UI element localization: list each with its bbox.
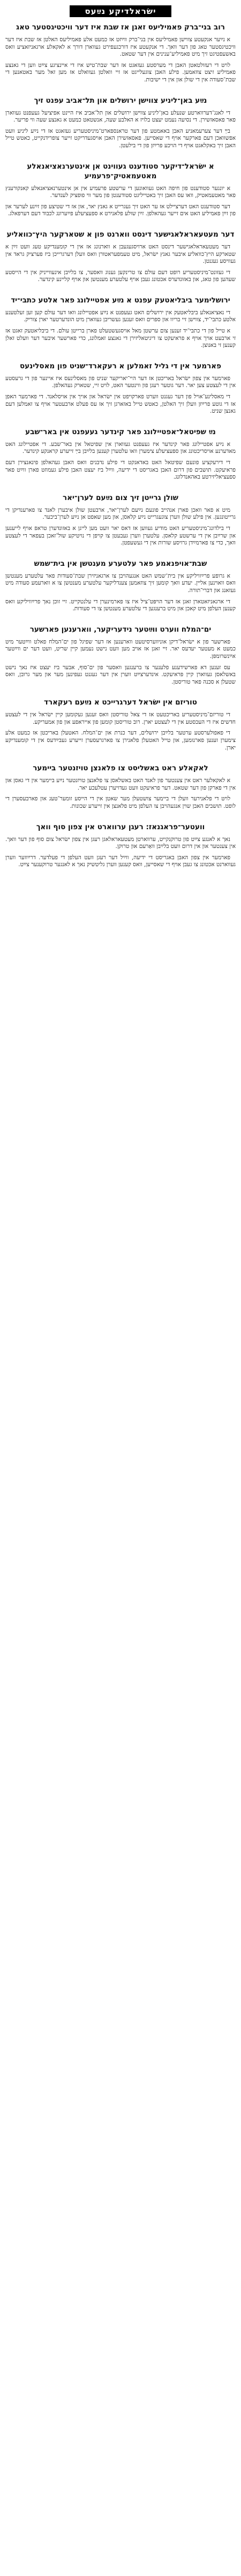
article-paragraph: א טייל פון די כתבי־יד זענען צום ערשטן מאל אויסגעשטעלט פארן ברייטן עולם. די ביבליאטעק זאגט אז זי ארבעט אויך אויף א פראיעקט צו דיגיטאליזירן די גאנצע זאמלונג, כדי פארשער איבער דער וועלט זאלן קענען זי באנוצן. <box>5 328 236 349</box>
article-paragraph: א נײַע אפטיילונג פאר קינדער איז געעפנט געווארן אין שפיטאל אין באר־שבע. די אפטיילונג האט מאדערנע אויסריכטונג און ספעציעלע צימערן וואו עלטערן קענען בלײַבן בײַ זייערע קראנקע קינדער. <box>5 441 236 455</box>
article-headline: שולן גרייטן זיך צום נײַעם לערן־יאר <box>62 493 179 502</box>
article-paragraph: די דירעקציע פונעם שפיטאל האט באדאנקט די פילע נדבנים וואס האבן געהאלפן פינאנצירן דעם פראיעקט. תושבים פון דרום האבן באגריסט די ידיעה, ווײַל ביז יעצט האבן פילע געמוזט פארן ווײַט פאר ספעציאליזירטע באהאנדלונג. <box>5 459 236 481</box>
article-headline: נײַע באן־ליניע צווישן ירושלים און תל־אביב עפנט זיך <box>34 96 207 105</box>
article-paragraph: פארשער פון א ישׂראל־דיקן אוניווערסיטעט ווארענען אז דער שפיגל פון ים־המלח פאלט ווײַטער מיט כמעט א מעטער יעדעס יאר. זיי זאגן אז אויב מען וועט נישט נעמען קיין שריט, וועט דער ים ווײַטער אײַנשרומפּן. <box>5 638 236 660</box>
article-paragraph: א לאקאלער ראט אין צענטער פון לאנד האט באשלאסן צו פלאנצן טויזנטער נײַע ביימער אין די גאסן און אין די פארקן פון דער שטאט. דער פראיעקט וועט געדויערן עטלעכע יאר. <box>5 777 236 791</box>
article-headline: טוריזם אין ישׂראל דערגרייכט א נײַעם רעקארד <box>44 698 197 707</box>
article-paragraph: נאך א לאנגע צײַט פון טרוקנקייט, ערווארטן מעטעאראלאגן רעגן אין צפון ישׂראל צום סוף פון דער וואך. אין צענטער און אין דרום וועט בלײַבן וואַרעם און טרוקן. <box>5 836 236 850</box>
article <box>5 162 236 218</box>
article <box>5 22 236 84</box>
article-paragraph: א יונגער סטודענט פון חיפה האט געוואונען די ערשטע פרעמיע אין אן אינטערנאציאנאלע קאנקורענץ פאר מאטעמאטיק, וואו עס האבן זיך באטייליגט סטודענטן פון מער ווי פופציק לענדער. <box>5 185 236 199</box>
article-headline: א ישׂראל־דיקער סטודענט געווינט אן אינטערנאציאנאלע מאטעמאטיק־פרעמיע <box>27 162 214 180</box>
article-paragraph: די נאציאנאלע ביבליאטעק אין ירושלים האט געעפנט א נײַע אפטיילונג וואו דער עולם קען זען זעלטענע אלטע כתבי־יד, צווישן זיי בריוו און ספרים וואס זענען געשריבן געווארן מיט הונדערטער יארן צוריק. <box>5 309 236 323</box>
article-paragraph: א נײַער אנקעטע צווישן פאמיליעס אין בני־ברק ווײַזט אז כמעט אלע פאמיליעס האלטן אז שבת איז דער וויכטיגסטער טאג פון דער וואך. די אנקעטע איז דורכגעפירט געווארן דורך א לאקאלע ארגאניזאציע וואס באשעפטיגט זיך מיט פאמיליע־ענינים אין דער שטאט. <box>5 36 236 58</box>
article-headline: פארמער אין די גליל זאמלען א רעקארד־שניט פון מאסלינעס <box>19 361 222 370</box>
article <box>5 698 236 752</box>
article-headline: וועטער־פראגנאז: רעגן ערווארט אין צפון סוף וואך <box>36 822 205 831</box>
article-paragraph: בײַ דער צערעמאניע האבן באאמטע פון דער טראנספארט־מיניסטעריע געזאגט אז די נײַע ליניע וועט אפשוואכן דעם פארקער אויף די שאסייען. פאסאזשירן האבן אויסגעדריקט זייער צופרידנקייט, כאטש טייל האבן זיך באקלאגט אויף די הויכע פרײַזן פון די בילעטן. <box>5 127 236 149</box>
article-paragraph: לויט די פלאנירער וועלן די ביימער צושטעלן מער שאטן אין די הייסע זומער־טעג און פארבעסערן די לופט. תושבים האבן שוין אנגעהויבן צו העלפן מיט פלאנצן אין זייערע שכונות. <box>5 795 236 810</box>
article-paragraph: לויט די רעזולטאטן האבן די מערסטע געזאגט אז דער שבת־טיש איז די איינציגע צײַט ווען די גאנצע פאמיליע זיצט צוזאמען. פילע האבן צוגעלייגט אז זיי וואלטן געוואלט אז מען זאל מער באטאנען די שבת־סעודה אין די שולן און אין די ישיבות. <box>5 62 236 83</box>
article-paragraph: דער מעטעאראלאגישער דינסט האט ארויסגעגעבן א ווארנונג אז אין די קומענדיקע טעג וועט זײַן א שטארקע היץ־כוואליע איבער גאנץ ישׂראל, מיט טעמפעראטורן וואס וועלן דערגרייכן ביז פערציק גראד אין געוויסע געגנטן. <box>5 243 236 265</box>
article-paragraph: פארמער אין צפון ישׂראל באריכטן אז דער היי־יאריקער שניט פון מאסלינעס איז איינער פון די גרעסטע אין די לעצטע צען יאר. דער גוטער רעגן פון ווינטער האט, לויט זיי, שטארק געהאלפן. <box>5 375 236 389</box>
article <box>5 822 236 869</box>
articles-list <box>5 22 236 869</box>
article-paragraph: עס זענען דא פארשידענע פלענער צו ברענגען וואסער פון ים־סוף, אבער ביז יעצט איז נאך נישט באשלאסן געווארן קיין פּראיעקט. אינדערצײַט ווערן אין דער געגנט געפינען מער און מער גרובן, וואס שטעלן א סכנה פאר טוריסטן. <box>5 664 236 685</box>
article <box>5 230 236 284</box>
article <box>5 361 236 415</box>
article-paragraph: די לאנג־דערווארטע שנעלע באן־ליניע צווישן ירושלים און תל־אביב איז היינט אפיציעל געעפנט געווארן פאר פאסאזשירן. די נסיעה נעמט יעצט בלויז א האלבע שעה, אנשטאט כמעט א גאנצע שעה ווי פריער. <box>5 109 236 124</box>
article-paragraph: דער סטודענט האט דערציילט אז ער האט זיך געגרייט א גאנץ יאר, און אז די שטיצע פון זײַנע לערער און פון זײַן פאמיליע האט אים זייער געהאלפן. זײַן שולע פלאנירט א ספעציעלע פײַערונג לכבוד דעם דערפאלג. <box>5 203 236 217</box>
article-headline: ירושלימער ביבליאטעק עפנט א נײַע אפטיילונג פאר אלטע כתבי־יד <box>11 296 230 305</box>
article-paragraph: די מאסלינע־אויל פון דער געגנט ווערט פארקויפט אין ישׂראל און אויך אין אויסלאנד. די פארמער האפן אז די גוטע פרײַזן וועלן זיך האלטן, כאטש טייל באזארגן זיך אז עס פעלט ארבעטער אויף צו זאמלען דעם גאנצן שניט. <box>5 393 236 415</box>
article-paragraph: די טוריזם־מיניסטעריע באריכטעט אז די צאל טוריסטן וואס זענען געקומען קיין ישׂראל אין די לעצטע חדשים איז די העכסטע אין די לעצטע יארן. רוב טוריסטן קומען פון אייראפע און פון אמעריקע. <box>5 711 236 725</box>
article-headline: ים־המלח ווערט ווײַטער נידעריקער, ווארענען פארשער <box>29 625 212 634</box>
article-headline: שבת־אויפנאמע פאר עלטערע מענטשן אין בית־שמש <box>34 559 207 568</box>
section-banner: ישׂראלדיקע נײַעס <box>70 5 171 17</box>
article-headline: לאקאלע ראט באשליסט צו פלאנצן טויזנטער ביימער <box>33 764 208 773</box>
article <box>5 559 236 613</box>
article <box>5 763 236 810</box>
article-paragraph: די געזונט־מיניסטעריע רופט דעם עולם צו טרינקען גענוג וואסער, צו בלײַבן אינעווייניק אין די הייסטע שעהען פון טאג, און באזונדערס אכטונג געבן אויף עלטערע מענטשן און אויף קליינע קינדער. <box>5 269 236 283</box>
article-paragraph: די בילדונג־מיניסטעריע האט מודיע געווען אז דאס יאר וועט מען לייגן א באזונדערן טראפ אויף לייענען און שרײַבן אין די ערשטע קלאסן. עלטערן ווערן געבעטן צו קויפן די נויטיקע שול־זאכן בעפאר די לעצטע וואך, כדי צו פארמײַדן גרויסע שורות אין די געשעפטן. <box>5 525 236 547</box>
article <box>5 427 236 481</box>
article-paragraph: א גרופע פרײַוויליקע אין בית־שמש האט אנגעהויבן צו ארגאניזירן שבת־סעודות פאר עלטערע מענטשן וואס וואוינען אליין. יעדע וואך קומען זיך צוזאמען צענדליקער עלטערע מענטשן צו א ווארעמע סעודה מיט געזאנג און דברי־תורה. <box>5 572 236 594</box>
article <box>5 96 236 150</box>
article <box>5 493 236 547</box>
article-headline: דער מעטעאראלאגישער דינסט ווארנט פון א שטארקער היץ־כוואליע <box>6 230 235 239</box>
article-paragraph: פארמער אין צפון האבן באגריסט די ידיעה, ווײַל דער רעגן וועט העלפן די פעלדער. דרײַווער ווערן געווארנט אכטונג צו געבן אויף די שאסייען, וואס קענען ווערן גליטשיק נאך א לאנגער טרוקענער צײַט. <box>5 854 236 868</box>
article <box>5 296 236 350</box>
article-headline: רוב בני־ברק פאמיליעס זאגן אז שבת איז דער וויכטיגסטער טאג <box>16 23 225 32</box>
article-paragraph: די ארגאניזאטארן זאגן אז דער הויפּט־ציל איז צו פארמינערן די עלנטקייט. זיי זוכן נאך פרײַוויליקע וואס קענען העלפן מיט קאכן און מיט ברענגען די עלטערע מענטשן צו די סעודות. <box>5 598 236 612</box>
article <box>5 625 236 686</box>
article-paragraph: מיט א פאר וואכן פארן אנהייב פונעם נײַעם לערן־יאר, ארבעטן שולן איבערן לאנד צו פארענדיקן די גרייטונגען. אין פילע שולן ווערן צוגעגרייט נײַע קלאסן, און מען שאפט אן נײַע לערן־ביכער. <box>5 506 236 521</box>
article-headline: נײַ שפיטאל־אפטיילונג פאר קינדער געעפנט אין באר־שבע <box>25 427 216 436</box>
article-paragraph: די פאפולערסטע ערטער בלײַבן ירושלים, דער כנרת און ים־המלח. האטעלן באריכטן אז כמעט אלע צימערן זענען פארנומען, און טייל האטעלן פלאנירן צו פארגרעסערן זייערע געבײַדעס אין די קומענדיקע יארן. <box>5 730 236 751</box>
